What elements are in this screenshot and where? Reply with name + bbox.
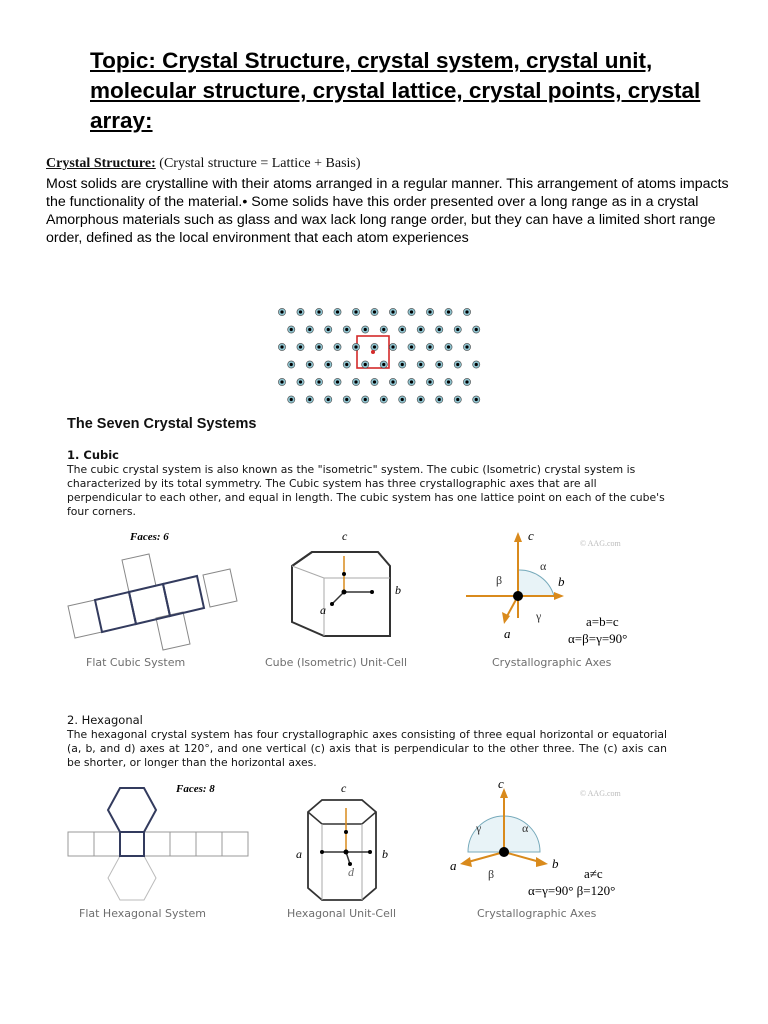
hex-axes-beta-label: β	[488, 867, 495, 881]
lattice-point-core	[401, 363, 404, 366]
lattice-point-core	[373, 345, 376, 348]
caption-flat-hexagonal: Flat Hexagonal System	[79, 907, 207, 920]
hex-cell-b-label: b	[382, 847, 388, 861]
caption-hexagonal-unit-cell: Hexagonal Unit-Cell	[287, 907, 396, 920]
crystal-structure-label: Crystal Structure:	[46, 156, 156, 171]
lattice-point-core	[290, 363, 293, 366]
lattice-point-core	[364, 363, 367, 366]
lattice-point-core	[354, 380, 357, 383]
hex-cell-a-label: a	[296, 847, 302, 861]
hexagonal-paragraph: The hexagonal crystal system has four crystallographic axes consisting of three equal horizontal or equatorial (a, b, and d) axes at 120°, and one vertical (c) axis that is perpendicular to the other three. The (c) axis can be shorter, or longer than the horizontal axes.	[67, 728, 667, 769]
cubic-paragraph: The cubic crystal system is also known as the "isometric" system. The cubic (Isometric) crystal system is characterized by its total symmetry. The Cubic system has three crystallographic axes that are all perpendicular to each other, and equal in length. The cubic system has one lattice point on each of the cube's four corners.	[67, 463, 665, 518]
lattice-point-core	[317, 310, 320, 313]
lattice-point-core	[354, 310, 357, 313]
lattice-point-core	[280, 380, 283, 383]
lattice-point-core	[354, 345, 357, 348]
lattice-point-core	[317, 345, 320, 348]
faces-6-label: Faces: 6	[130, 531, 169, 543]
crystal-structure-formula: (Crystal structure = Lattice + Basis)	[159, 156, 361, 171]
axes-gamma-label: γ	[536, 609, 542, 623]
axes-beta-label: β	[496, 573, 503, 587]
cube-c-label: c	[342, 529, 348, 543]
lattice-point-core	[438, 328, 441, 331]
lattice-point-core	[308, 328, 311, 331]
lattice-point-core	[438, 363, 441, 366]
cube-b-label: b	[395, 583, 401, 597]
lattice-point-core	[456, 328, 459, 331]
lattice-point-core	[456, 398, 459, 401]
lattice-point-core	[336, 380, 339, 383]
lattice-point-core	[280, 345, 283, 348]
lattice-point-core	[475, 328, 478, 331]
lattice-point-core	[447, 310, 450, 313]
hex-axes-c-label: c	[498, 778, 504, 791]
lattice-point-core	[382, 363, 385, 366]
hex-axes-b-label: b	[552, 856, 559, 871]
lattice-point-core	[475, 398, 478, 401]
lattice-point-core	[336, 310, 339, 313]
lattice-point-core	[299, 310, 302, 313]
lattice-point-core	[336, 345, 339, 348]
lattice-point-core	[327, 328, 330, 331]
cube-a-label: a	[320, 603, 326, 617]
lattice-point-core	[290, 398, 293, 401]
lattice-point-core	[465, 345, 468, 348]
lattice-point-core	[419, 363, 422, 366]
caption-flat-cubic: Flat Cubic System	[86, 656, 186, 669]
lattice-point-core	[364, 398, 367, 401]
axes-alpha-label: α	[540, 559, 547, 573]
cubic-relation-1: a=b=c	[586, 614, 619, 629]
lattice-point-core	[327, 398, 330, 401]
axes-b-label: b	[558, 574, 565, 589]
lattice-point-core	[299, 380, 302, 383]
hex-axes-alpha-label: α	[522, 821, 529, 835]
lattice-point-core	[428, 345, 431, 348]
lattice-point-core	[290, 328, 293, 331]
crystal-structure-line	[46, 156, 736, 172]
lattice-point-core	[438, 398, 441, 401]
hexagonal-unit-cell-diagram	[292, 778, 402, 908]
lattice-point-core	[475, 363, 478, 366]
cubic-unit-cell-diagram	[280, 526, 410, 656]
lattice-point-core	[419, 398, 422, 401]
lattice-point-core	[391, 345, 394, 348]
lattice-point-core	[308, 363, 311, 366]
seven-systems-heading: The Seven Crystal Systems	[67, 416, 257, 432]
lattice-point-core	[364, 328, 367, 331]
lattice-point-core	[327, 363, 330, 366]
lattice-point-core	[391, 380, 394, 383]
watermark-2: © AAG.com	[580, 789, 621, 798]
lattice-point-core	[410, 345, 413, 348]
lattice-point-core	[410, 310, 413, 313]
lattice-point-core	[345, 328, 348, 331]
hexagonal-axes-diagram	[448, 778, 658, 908]
flat-cubic-diagram	[64, 528, 244, 656]
lattice-point-core	[465, 380, 468, 383]
lattice-diagram	[270, 302, 486, 414]
intro-paragraph: Most solids are crystalline with their atoms arranged in a regular manner. This arrangement of atoms impacts the functionality of the material.• Some solids have this order presented over a long range as in a crystal Amorphous materials such as glass and wax lack long range order, but they can have a limited short range order, defined as the local environment that each atom experiences	[46, 176, 729, 246]
lattice-point-core	[401, 328, 404, 331]
axes-c-label: c	[528, 528, 534, 543]
lattice-point-core	[428, 380, 431, 383]
caption-cube-unit-cell: Cube (Isometric) Unit-Cell	[265, 656, 408, 669]
hex-axes-gamma-label: γ	[476, 821, 482, 835]
hex-cell-c-label: c	[341, 781, 347, 795]
hex-cell-d-label: d	[348, 865, 354, 879]
lattice-point-core	[401, 398, 404, 401]
cubic-axes-diagram	[462, 526, 662, 656]
lattice-point-core	[280, 310, 283, 313]
lattice-point-core	[345, 363, 348, 366]
page-title: Topic: Crystal Structure, crystal system, crystal unit, molecular structure, crystal lattice, crystal points, crystal array:	[90, 48, 701, 133]
lattice-point-core	[447, 380, 450, 383]
lattice-point-core	[428, 310, 431, 313]
lattice-point-core	[456, 363, 459, 366]
lattice-point-core	[391, 310, 394, 313]
cubic-relation-2: α=β=γ=90°	[568, 631, 628, 646]
caption-hexagonal-axes: Crystallographic Axes	[477, 907, 597, 920]
lattice-point-core	[382, 398, 385, 401]
lattice-point-core	[410, 380, 413, 383]
flat-hexagonal-diagram	[64, 780, 254, 906]
lattice-point-core	[419, 328, 422, 331]
lattice-point-core	[317, 380, 320, 383]
caption-cubic-axes: Crystallographic Axes	[492, 656, 612, 669]
axes-a-label: a	[504, 626, 511, 641]
lattice-point-core	[465, 310, 468, 313]
lattice-point-core	[382, 328, 385, 331]
unit-cell-center	[371, 350, 375, 354]
hex-axes-a-label: a	[450, 858, 457, 873]
cubic-heading: 1. Cubic	[67, 448, 119, 462]
lattice-point-core	[373, 310, 376, 313]
hex-relation-1: a≠c	[584, 866, 603, 881]
hexagonal-heading: 2. Hexagonal	[67, 713, 143, 727]
lattice-point-core	[299, 345, 302, 348]
lattice-point-core	[345, 398, 348, 401]
lattice-point-core	[308, 398, 311, 401]
watermark-1: © AAG.com	[580, 539, 621, 548]
faces-8-label: Faces: 8	[176, 783, 215, 795]
lattice-point-core	[373, 380, 376, 383]
lattice-point-core	[447, 345, 450, 348]
hex-relation-2: α=γ=90° β=120°	[528, 883, 616, 898]
